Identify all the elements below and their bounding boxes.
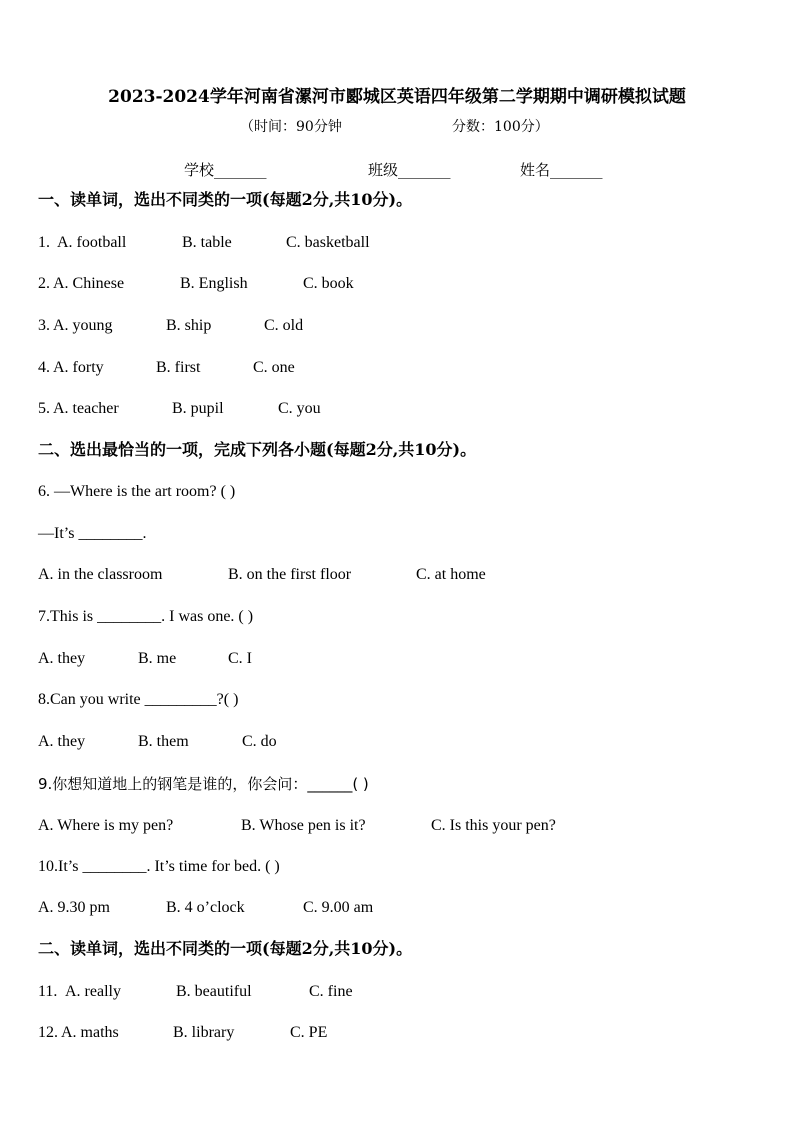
- option-a: A. maths: [61, 1024, 119, 1041]
- option-c: C. at home: [416, 566, 486, 583]
- option-c: C. I: [228, 650, 252, 667]
- question-number: 2.: [38, 275, 50, 292]
- option-c: C. fine: [309, 983, 353, 1000]
- exam-time: （时间：90分钟: [240, 119, 342, 135]
- question-number: 5.: [38, 400, 50, 417]
- question-stem: 6. —Where is the art room? ( ): [38, 483, 236, 500]
- question-number: 12.: [38, 1024, 58, 1041]
- option-a: A. forty: [53, 359, 104, 376]
- option-a: A. they: [38, 733, 86, 750]
- option-b: B. first: [156, 359, 201, 376]
- option-a: A. teacher: [53, 400, 119, 417]
- option-a: A. Where is my pen?: [38, 817, 174, 834]
- option-b: B. ship: [166, 317, 212, 334]
- question-stem: 8.Can you write _________?( ): [38, 691, 239, 708]
- option-b: B. them: [138, 733, 189, 750]
- option-b: B. pupil: [172, 400, 224, 417]
- option-b: B. on the first floor: [228, 566, 352, 583]
- option-c: C. Is this your pen?: [431, 817, 556, 834]
- option-b: B. table: [182, 234, 232, 251]
- option-a: A. Chinese: [53, 275, 125, 292]
- option-b: B. 4 o’clock: [166, 899, 245, 916]
- option-c: C. book: [303, 275, 354, 292]
- section-2-heading: 二、选出最恰当的一项，完成下列各小题(每题2分,共10分)。: [38, 440, 477, 459]
- option-c: C. do: [242, 733, 277, 750]
- option-c: C. you: [278, 400, 321, 417]
- option-c: C. basketball: [286, 234, 370, 251]
- option-a: A. football: [57, 234, 127, 251]
- question-stem: 10.It’s ________. It’s time for bed. ( ): [38, 858, 280, 875]
- exam-score: 分数：100分）: [452, 119, 549, 135]
- option-c: C. PE: [290, 1024, 328, 1041]
- question-stem: 9.你想知道地上的钢笔是谁的，你会问：______( ): [38, 775, 369, 793]
- question-number: 1.: [38, 234, 50, 251]
- option-b: B. Whose pen is it?: [241, 817, 366, 834]
- school-field: 学校_______: [184, 161, 267, 179]
- question-number: 11.: [38, 983, 58, 1000]
- question-number: 4.: [38, 359, 50, 376]
- option-a: A. 9.30 pm: [38, 899, 110, 916]
- option-c: C. one: [253, 359, 295, 376]
- question-number: 3.: [38, 317, 50, 334]
- option-b: B. library: [173, 1024, 235, 1041]
- class-field: 班级_______: [368, 161, 451, 179]
- option-a: A. in the classroom: [38, 566, 163, 583]
- exam-title: 2023-2024学年河南省漯河市郾城区英语四年级第二学期期中调研模拟试题: [108, 87, 686, 107]
- question-stem: 7.This is ________. I was one. ( ): [38, 608, 254, 625]
- option-c: C. old: [264, 317, 304, 334]
- option-a: A. really: [65, 983, 121, 1000]
- name-field: 姓名_______: [520, 161, 603, 179]
- section-3-heading: 二、读单词，选出不同类的一项(每题2分,共10分)。: [38, 939, 413, 958]
- option-b: B. English: [180, 275, 248, 292]
- option-b: B. beautiful: [176, 983, 252, 1000]
- option-b: B. me: [138, 650, 177, 667]
- section-1-heading: 一、读单词，选出不同类的一项(每题2分,共10分)。: [38, 190, 413, 209]
- option-a: A. they: [38, 650, 86, 667]
- option-c: C. 9.00 am: [303, 899, 374, 916]
- option-a: A. young: [53, 317, 113, 334]
- question-reply: —It’s ________.: [38, 525, 147, 542]
